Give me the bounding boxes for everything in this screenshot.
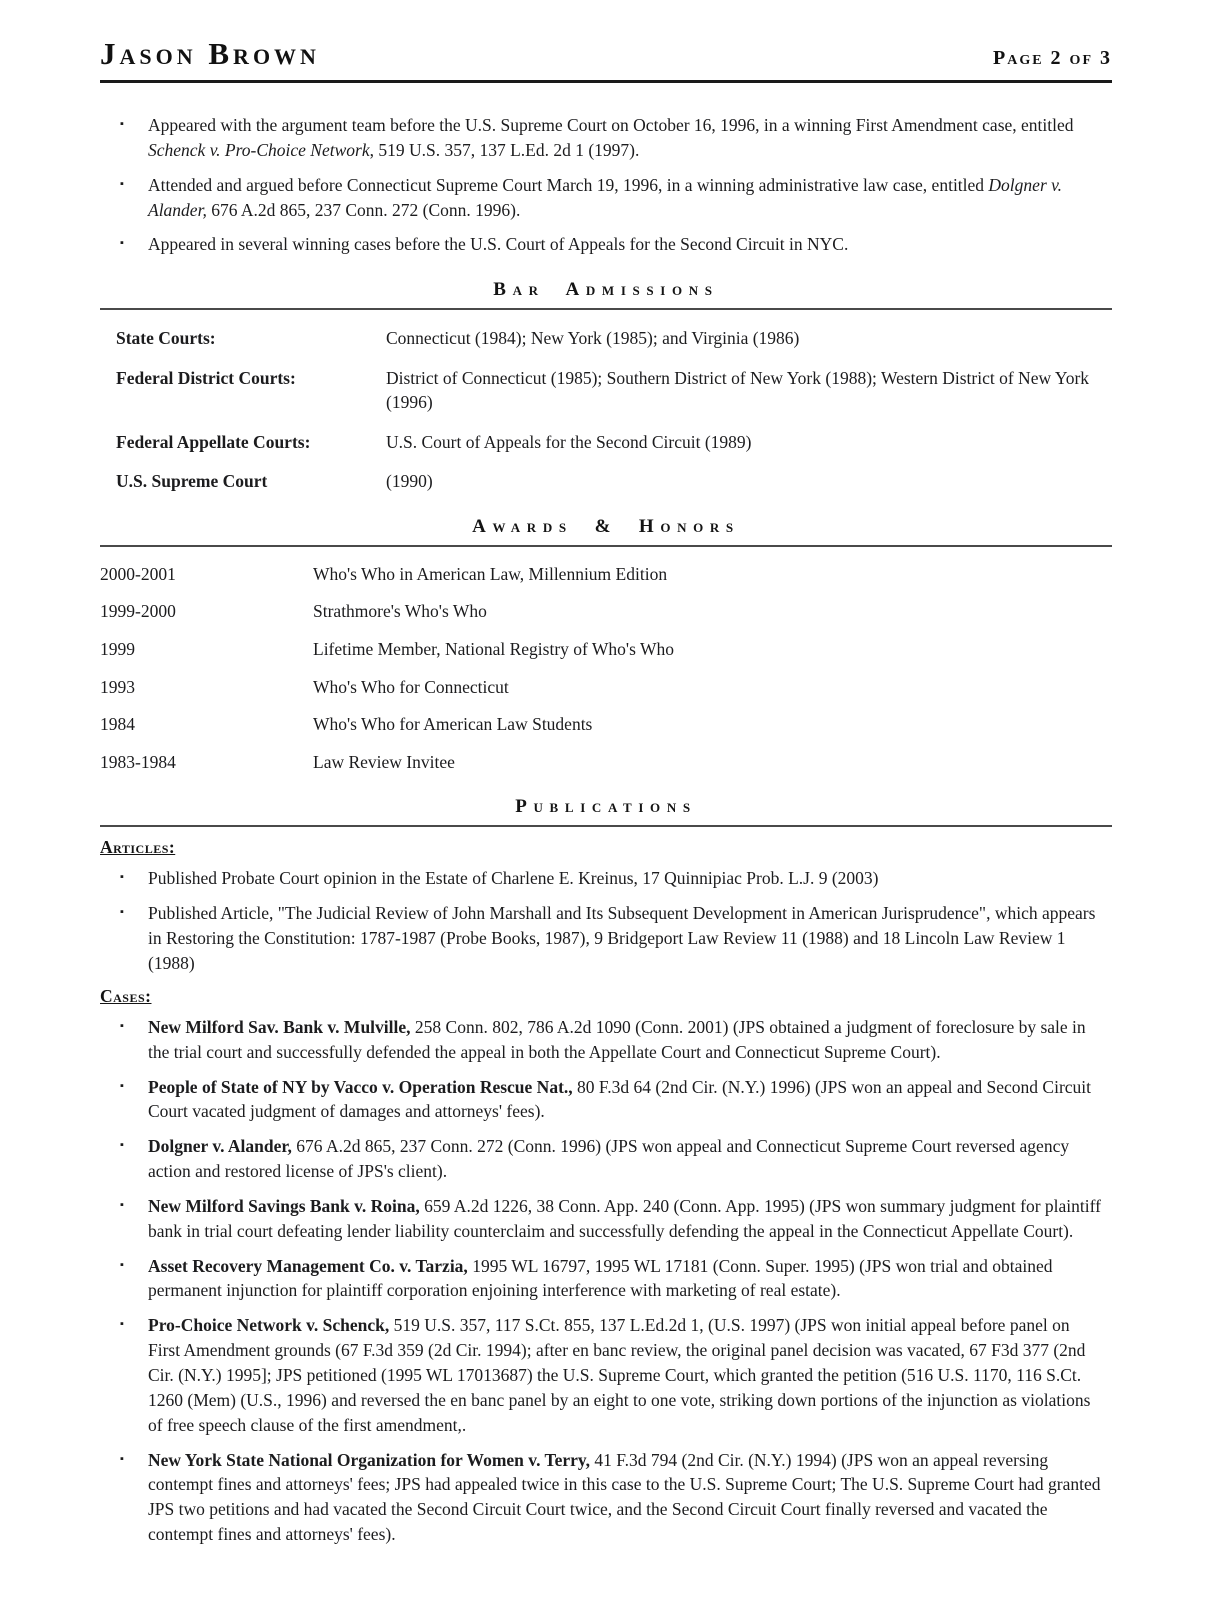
cases-subheading: Cases: [100, 985, 152, 1006]
case-item [120, 1313, 1106, 1437]
award-years: 1993 [100, 676, 135, 697]
case-item [120, 1194, 1106, 1244]
person-name: Jason Brown [100, 36, 320, 71]
article-text: Published Article, "The Judicial Review of John Marshall and Its Subsequent Development in American Jurisprudence", which appears in Restoring the Constitution: 1787-1987 (Probe Books, 1987), 9 Bridgeport Law Review 11 (1988) and 18 Lincoln Law Review 1 (1988) [148, 903, 1096, 973]
intro-bullet-text: Attended and argued before Connecticut Supreme Court March 19, 1996, in a winning administrative law case, entitled Dolgner v. Alander, 676 A.2d 865, 237 Conn. 272 (Conn. 1996). [148, 174, 1062, 220]
case-details: 258 Conn. 802, 786 A.2d 1090 (Conn. 2001) (JPS obtained a judgment of foreclosure by sale in the trial court and successfully defended the appeal in both the Appellate Court and Connecticut Supreme Court). [148, 1016, 1086, 1062]
award-description: Strathmore's Who's Who [313, 601, 487, 622]
case-name: Asset Recovery Management Co. v. Tarzia, [148, 1255, 468, 1276]
article-item [120, 866, 1106, 891]
case-details: 41 F.3d 794 (2nd Cir. (N.Y.) 1994) (JPS won an appeal reversing contempt fines and attorneys' fees; JPS had appealed twice in this case to the U.S. Supreme Court; The U.S. Supreme Court had granted JPS two petitions and had vacated the Second Circuit Court twice, and the Second Circuit Court finally reversed and vacated the contempt fines and attorneys' fees). [148, 1449, 1101, 1545]
square-bullet-icon: ▪ [120, 1452, 124, 1465]
case-details: 1995 WL 16797, 1995 WL 17181 (Conn. Super. 1995) (JPS won trial and obtained permanent injunction for plaintiff corporation enjoining interference with marketing of real estate). [148, 1255, 1053, 1301]
case-name: Dolgner v. Alander, [148, 1136, 292, 1157]
case-item [120, 1448, 1106, 1547]
bar-row-label: Federal District Courts: [116, 367, 296, 388]
award-description: Who's Who for American Law Students [313, 714, 593, 735]
square-bullet-icon: ▪ [120, 1318, 124, 1331]
case-text [148, 1015, 1106, 1065]
case-name: New Milford Savings Bank v. Roina, [148, 1195, 420, 1216]
case-item [120, 1254, 1106, 1304]
case-item [120, 1015, 1106, 1065]
intro-bullet-item [120, 113, 1106, 163]
case-details: 80 F.3d 64 (2nd Cir. (N.Y.) 1996) (JPS won an appeal and Second Circuit Court vacated judgment of damages and attorneys' fees). [148, 1076, 1092, 1122]
section-divider [100, 545, 1112, 547]
award-description: Lifetime Member, National Registry of Who's Who [313, 638, 674, 659]
cases-list [100, 1015, 1112, 1547]
article-text: Published Probate Court opinion in the Estate of Charlene E. Kreinus, 17 Quinnipiac Prob. L.J. 9 (2003) [148, 868, 879, 889]
square-bullet-icon: ▪ [120, 871, 124, 884]
case-text [148, 1134, 1106, 1184]
square-bullet-icon: ▪ [120, 118, 124, 130]
award-years: 1999 [100, 638, 135, 659]
case-name: New York State National Organization for Women v. Terry, [148, 1449, 591, 1470]
case-details: 519 U.S. 357, 117 S.Ct. 855, 137 L.Ed.2d 1, (U.S. 1997) (JPS won initial appeal before panel on First Amendment grounds (67 F.3d 359 (2d Cir. 1994); after en banc review, the original panel decision was vacated, 67 F3d 377 (2nd Cir. (N.Y.) 1995]; JPS petitioned (1995 WL 17013687) the U.S. Supreme Court, which granted the petition (516 U.S. 1170, 116 S.Ct. 1260 (Mem) (U.S., 1996) and reversed the en banc panel by an eight to one vote, striking down portions of the injunction as violations of free speech clause of the first amendment,. [148, 1315, 1091, 1435]
case-name: New Milford Sav. Bank v. Mulville, [148, 1016, 411, 1037]
publications-heading: Publications [515, 796, 697, 818]
case-details: 659 A.2d 1226, 38 Conn. App. 240 (Conn. App. 1995) (JPS won summary judgment for plaintiff bank in trial court defeating lender liability counterclaim and successfully defending the appeal in the Connecticut Appellate Court). [148, 1195, 1101, 1241]
bar-admissions-heading: Bar Admissions [493, 279, 719, 301]
award-years: 1984 [100, 714, 135, 735]
award-description: Law Review Invitee [313, 751, 455, 772]
bar-row-value: Connecticut (1984); New York (1985); and Virginia (1986) [386, 328, 800, 349]
square-bullet-icon: ▪ [120, 177, 124, 190]
bar-row-label: Federal Appellate Courts: [116, 431, 311, 452]
case-details: 676 A.2d 865, 237 Conn. 272 (Conn. 1996) (JPS won appeal and Connecticut Supreme Court reversed agency action and restored license of JPS's client). [148, 1136, 1070, 1182]
awards-heading: Awards & Honors [472, 515, 740, 537]
case-text [148, 1313, 1106, 1437]
bar-row-label: State Courts: [116, 328, 216, 349]
bar-row-value: (1990) [386, 471, 433, 492]
section-divider [100, 308, 1112, 310]
square-bullet-icon: ▪ [120, 1019, 124, 1032]
case-item [120, 1075, 1106, 1125]
award-years: 1999-2000 [100, 601, 176, 622]
case-text [148, 1075, 1106, 1125]
award-description: Who's Who in American Law, Millennium Edition [313, 563, 668, 584]
case-text [148, 1448, 1106, 1547]
award-years: 2000-2001 [100, 563, 176, 584]
intro-bullet-item [120, 232, 1106, 257]
intro-bullet-text: Appeared in several winning cases before the U.S. Court of Appeals for the Second Circuit in NYC. [148, 234, 849, 255]
square-bullet-icon: ▪ [120, 906, 124, 919]
case-item [120, 1134, 1106, 1184]
bar-row-label: U.S. Supreme Court [116, 471, 268, 492]
square-bullet-icon: ▪ [120, 1198, 124, 1211]
square-bullet-icon: ▪ [120, 1079, 124, 1092]
intro-bullet-list [100, 113, 1112, 257]
article-item [120, 901, 1106, 976]
page-number-label: Page 2 of 3 [993, 47, 1112, 69]
header [100, 36, 1112, 83]
award-description: Who's Who for Connecticut [313, 676, 509, 697]
publications-section [100, 837, 1112, 1546]
awards-table [100, 563, 1112, 775]
square-bullet-icon: ▪ [120, 1139, 124, 1152]
articles-list [100, 866, 1112, 975]
bar-row-value: U.S. Court of Appeals for the Second Circuit (1989) [386, 431, 752, 452]
case-name: Pro-Choice Network v. Schenck, [148, 1315, 390, 1336]
square-bullet-icon: ▪ [120, 1258, 124, 1271]
case-text [148, 1254, 1106, 1304]
case-name: People of State of NY by Vacco v. Operation Rescue Nat., [148, 1076, 573, 1097]
section-divider [100, 825, 1112, 827]
award-years: 1983-1984 [100, 751, 176, 772]
bar-admissions-table [100, 326, 1112, 494]
bar-row-value: District of Connecticut (1985); Southern District of New York (1988); Western District of New York (1996) [386, 367, 1090, 413]
articles-subheading: Articles: [100, 837, 176, 858]
case-text [148, 1194, 1106, 1244]
intro-bullet-text: Appeared with the argument team before the U.S. Supreme Court on October 16, 1996, in a winning First Amendment case, entitled Schenck v. Pro-Choice Network, 519 U.S. 357, 137 L.Ed. 2d 1 (1997). [148, 115, 1074, 160]
square-bullet-icon: ▪ [120, 237, 124, 250]
intro-bullet-item [120, 173, 1106, 223]
